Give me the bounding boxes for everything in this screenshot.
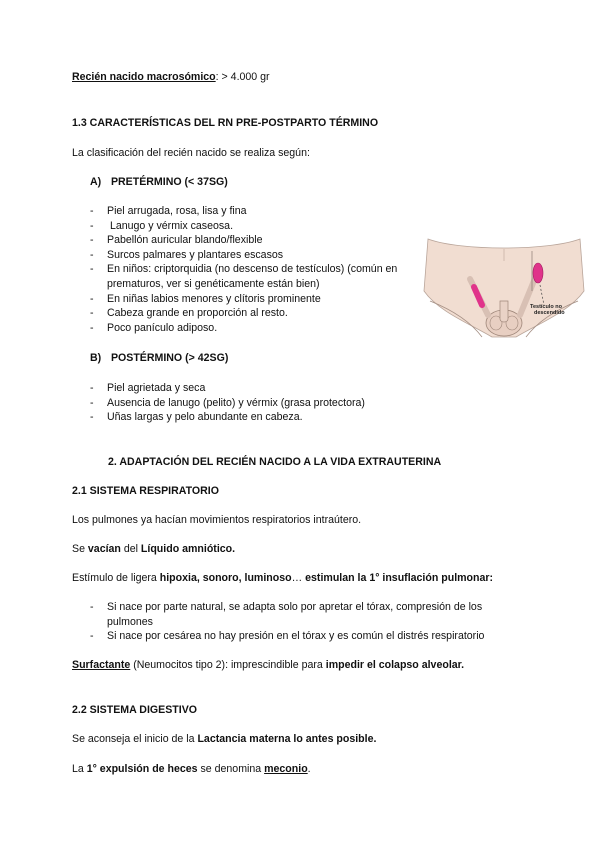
section-2-title: 2. ADAPTACIÓN DEL RECIÉN NACIDO A LA VIDA EXTRAUTERINA: [108, 456, 442, 468]
list-item: - Lanugo y vérmix caseosa.: [90, 219, 234, 232]
respiratory-title: 2.1 SISTEMA RESPIRATORIO: [72, 485, 219, 497]
cryptorchidism-illustration: [420, 231, 588, 339]
preterm-letter: A): [90, 176, 102, 188]
list-item: - Pabellón auricular blando/flexible: [90, 234, 263, 247]
list-item: - Surcos palmares y plantares escasos: [90, 248, 284, 261]
list-item: - Piel arrugada, rosa, lisa y fina: [90, 205, 247, 217]
postterm-title: POSTÉRMINO (> 42SG): [110, 352, 229, 364]
list-item: - Uñas largas y pelo abundante en cabeza.: [90, 411, 303, 424]
cryptorchidism-drawing: [420, 231, 588, 339]
preterm-title: PRETÉRMINO (< 37SG): [110, 176, 228, 188]
respiratory-list: [90, 600, 484, 644]
section-1-3-intro: La clasificación del recién nacido se realiza según:: [72, 147, 310, 159]
list-item: - Si nace por parte natural, se adapta solo por apretar el tórax, compresión de los: [90, 601, 483, 613]
digestive-p1: Se aconseja el inicio de la Lactancia materna lo antes posible.: [72, 733, 377, 745]
digestive-title: 2.2 SISTEMA DIGESTIVO: [72, 704, 197, 716]
preterm-heading: [90, 176, 228, 188]
list-item: - En niños: criptorquidia (no descenso de testículos) (común en: [90, 263, 398, 276]
figure-caption: [530, 304, 565, 316]
respiratory-p1: Los pulmones ya hacían movimientos respiratorios intraútero.: [72, 514, 362, 526]
respiratory-p3: Estímulo de ligera hipoxia, sonoro, luminoso… estimulan la 1° insuflación pulmonar:: [72, 572, 494, 584]
section-1-3-title: 1.3 CARACTERÍSTICAS DEL RN PRE-POSTPARTO TÉRMINO: [72, 117, 379, 129]
digestive-p2: La 1° expulsión de heces se denomina meconio.: [72, 763, 311, 775]
macrosomic-label: Recién nacido macrosómico: [72, 71, 216, 83]
figure-caption-line-1: Testículo no: [530, 304, 562, 310]
respiratory-p2: Se vacían del Líquido amniótico.: [72, 543, 236, 555]
figure-caption-line-2: descendido: [534, 310, 565, 316]
surfactant-line: Surfactante (Neumocitos tipo 2): imprescindible para impedir el colapso alveolar.: [72, 659, 465, 671]
macrosomic-line: [72, 70, 270, 84]
postterm-heading: [90, 352, 228, 364]
list-item: - Poco panículo adiposo.: [90, 321, 218, 334]
macrosomic-value: : > 4.000 gr: [215, 71, 270, 83]
list-item: - Cabeza grande en proporción al resto.: [90, 307, 288, 320]
list-item: - Ausencia de lanugo (pelito) y vérmix (grasa protectora): [90, 396, 365, 409]
list-item: - Si nace por cesárea no hay presión en el tórax y es común el distrés respiratorio: [90, 630, 485, 643]
postterm-letter: B): [90, 352, 102, 364]
list-item-continuation: prematuros, ver si genéticamente están bien): [107, 277, 320, 290]
list-item: - En niñas labios menores y clítoris prominente: [90, 292, 321, 305]
postterm-list: [90, 381, 365, 425]
list-item: - Piel agrietada y seca: [90, 382, 206, 394]
preterm-list: [90, 204, 397, 335]
list-item-continuation: pulmones: [107, 615, 153, 628]
